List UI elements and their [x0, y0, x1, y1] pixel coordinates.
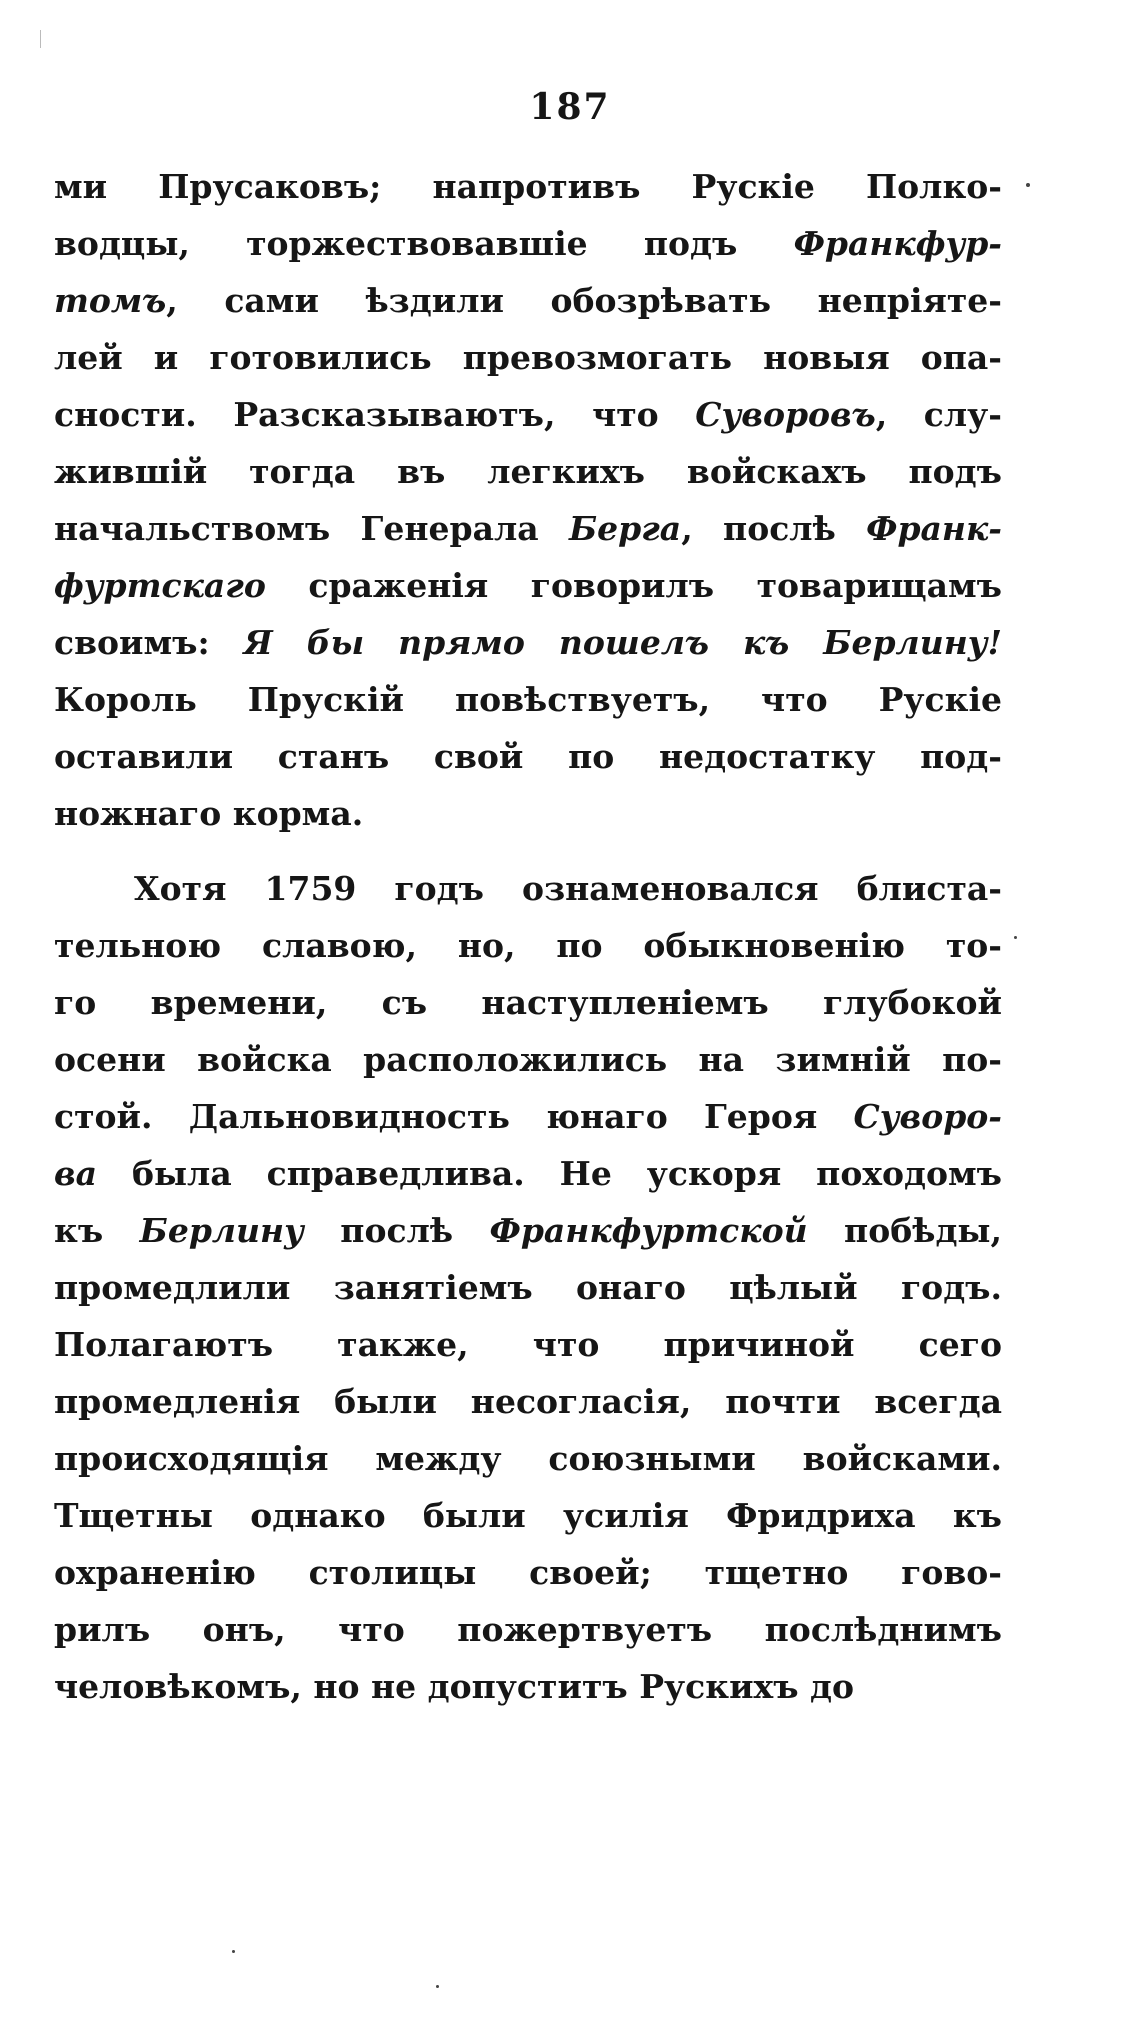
italic-text: томъ [54, 281, 167, 320]
italic-text: фуртскаго [54, 566, 266, 605]
italic-text: Суворо- [853, 1097, 1002, 1136]
italic-text: Франк- [866, 509, 1002, 548]
text-segment: осени войска расположились на зимній по- [54, 1040, 1002, 1079]
text-line [54, 500, 1002, 557]
text-segment: послѣ [303, 1211, 490, 1250]
text-segment: побѣды, [807, 1211, 1003, 1250]
text-line [54, 329, 1002, 386]
text-segment: лей и готовились превозмогать новыя опа- [54, 338, 1002, 377]
text-line [54, 1088, 1002, 1145]
text-line [54, 785, 1002, 842]
text-segment: охраненію столицы своей; тщетно гово- [54, 1553, 1002, 1592]
text-segment: происходящія между союзными войсками. [54, 1439, 1002, 1478]
text-segment: была справедлива. Не ускоря походомъ [97, 1154, 1002, 1193]
text-line [54, 1544, 1002, 1601]
text-line [54, 1031, 1002, 1088]
text-segment: промедлили занятіемъ онаго цѣлый годъ. [54, 1268, 1002, 1307]
italic-text: Берга [568, 509, 682, 548]
italic-text: Я бы прямо пошелъ къ Берлину! [243, 623, 1002, 662]
text-line [54, 728, 1002, 785]
text-segment: Тщетны однако были усилія Фридриха къ [54, 1496, 1002, 1535]
text-segment: ми Прусаковъ; напротивъ Рускіе Полко- [54, 167, 1002, 206]
page-number: 187 [529, 86, 611, 128]
text-segment: промедленія были несогласія, почти всегда [54, 1382, 1002, 1421]
text-line [54, 215, 1002, 272]
text-segment: сраженія говорилъ товарищамъ [265, 566, 1002, 605]
text-segment: водцы, торжествовавшіе подъ [54, 224, 794, 263]
margin-mark [40, 30, 41, 48]
italic-text: Франкфур- [793, 224, 1002, 263]
text-line [54, 860, 1002, 917]
body-text [54, 158, 1002, 1715]
italic-text: Суворовъ [695, 395, 876, 434]
text-segment: начальствомъ Генерала [54, 509, 569, 548]
text-line [54, 1373, 1002, 1430]
text-segment: , слу- [875, 395, 1002, 434]
text-segment: своимъ: [54, 623, 244, 662]
text-segment: Полагаютъ также, что причиной сего [54, 1325, 1002, 1364]
speck-mark [1026, 183, 1030, 187]
text-line [54, 614, 1002, 671]
text-line [54, 272, 1002, 329]
text-line [54, 557, 1002, 614]
text-segment: ножнаго корма. [54, 794, 364, 833]
italic-text: Берлину [139, 1211, 304, 1250]
text-line [54, 386, 1002, 443]
text-line [54, 974, 1002, 1031]
italic-text: Франкфуртской [489, 1211, 808, 1250]
text-line [54, 1316, 1002, 1373]
text-line [54, 917, 1002, 974]
text-segment: Король Прускій повѣствуетъ, что Рускіе [54, 680, 1002, 719]
speck-mark [436, 1985, 439, 1988]
text-line [54, 1202, 1002, 1259]
text-segment: тельною славою, но, по обыкновенію то- [54, 926, 1002, 965]
italic-text: ва [54, 1154, 98, 1193]
text-line [54, 1430, 1002, 1487]
text-line [54, 671, 1002, 728]
text-segment: сности. Разсказываютъ, что [54, 395, 696, 434]
text-segment: оставили станъ свой по недостатку под- [54, 737, 1002, 776]
text-line [54, 158, 1002, 215]
text-line [54, 1259, 1002, 1316]
text-segment: , послѣ [681, 509, 867, 548]
text-line [54, 1487, 1002, 1544]
speck-mark [232, 1950, 235, 1953]
text-segment: стой. Дальновидность юнаго Героя [54, 1097, 854, 1136]
text-line [54, 1601, 1002, 1658]
text-segment: рилъ онъ, что пожертвуетъ послѣднимъ [54, 1610, 1002, 1649]
text-line [54, 443, 1002, 500]
text-line [54, 1658, 1002, 1715]
text-line [54, 1145, 1002, 1202]
text-segment: , сами ѣздили обозрѣвать непріяте- [166, 281, 1002, 320]
text-segment: го времени, съ наступленіемъ глубокой [54, 983, 1002, 1022]
text-segment: человѣкомъ, но не допуститъ Рускихъ до [54, 1667, 855, 1706]
text-segment: жившій тогда въ легкихъ войскахъ подъ [54, 452, 1002, 491]
text-segment: къ [54, 1211, 140, 1250]
text-segment: Хотя 1759 годъ ознаменовался блиста- [134, 869, 1002, 908]
speck-mark [1014, 936, 1017, 939]
